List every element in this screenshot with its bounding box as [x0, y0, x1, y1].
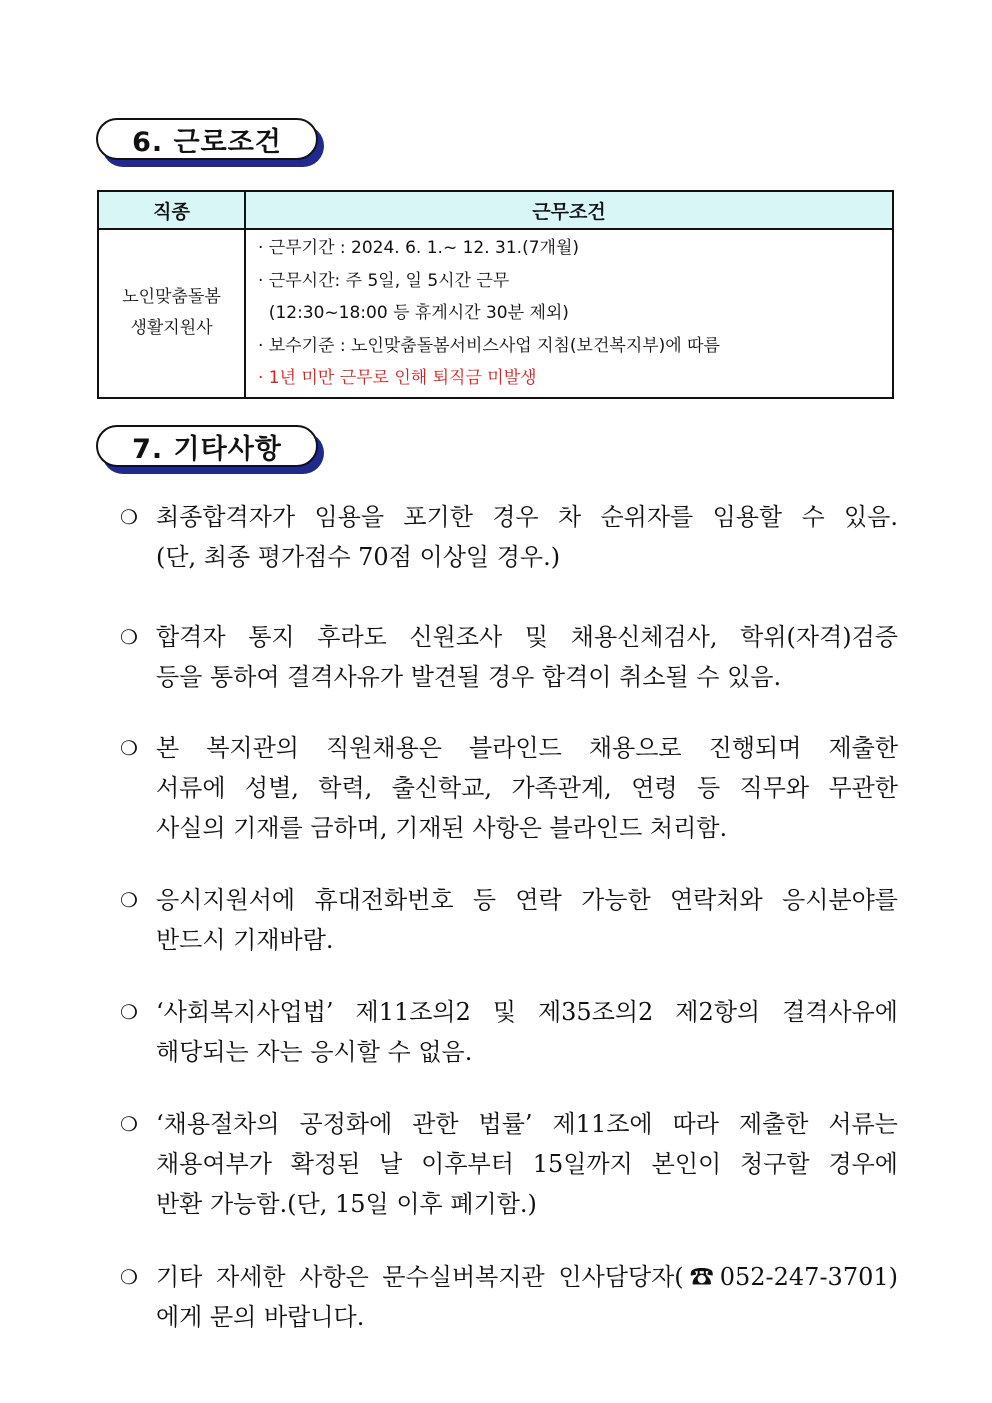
- header-job-type: 직종: [98, 191, 245, 229]
- list-item: [120, 1257, 898, 1337]
- item-line: 합격자 통지 후라도 신원조사 및 채용신체검사, 학위(자격)검증: [156, 623, 898, 651]
- condition-hours: · 근무시간: 주 5일, 일 5시간 근무: [258, 270, 510, 291]
- item-line: 해당되는 자는 응시할 수 없음.: [156, 1038, 473, 1066]
- circle-bullet-icon: ❍: [120, 505, 138, 529]
- condition-period: · 근무기간 : 2024. 6. 1.~ 12. 31.(7개월): [258, 238, 579, 258]
- item-line: 응시지원서에 휴대전화번호 등 연락 가능한 연락처와 응시분야를: [156, 886, 898, 914]
- item-line: ‘사회복지사업법’ 제11조의2 및 제35조의2 제2항의 결격사유에: [156, 998, 898, 1026]
- item-line: 서류에 성별, 학력, 출신학교, 가족관계, 연령 등 직무와 무관한: [156, 774, 898, 802]
- list-item: [120, 617, 898, 697]
- item-line: 에게 문의 바랍니다.: [156, 1303, 365, 1331]
- work-conditions-cell: [245, 229, 893, 398]
- header-work-conditions: 근무조건: [245, 191, 893, 229]
- list-item: [120, 497, 898, 577]
- circle-bullet-icon: ❍: [120, 625, 138, 649]
- item-line: 사실의 기재를 금하며, 기재된 사항은 블라인드 처리함.: [156, 814, 728, 842]
- circle-bullet-icon: ❍: [120, 1265, 138, 1289]
- circle-bullet-icon: ❍: [120, 888, 138, 912]
- section-6-heading: [96, 118, 322, 164]
- item-line: (단, 최종 평가점수 70점 이상일 경우.): [156, 543, 561, 571]
- item-line: 반환 가능함.(단, 15일 이후 폐기함.): [156, 1190, 537, 1218]
- item-line: ‘채용절차의 공정화에 관한 법률’ 제11조에 따라 제출한 서류는: [156, 1110, 898, 1138]
- job-line: 생활지원사: [130, 318, 213, 339]
- section-7-title: 7. 기타사항: [96, 425, 318, 467]
- job-type-cell: [98, 229, 245, 398]
- condition-hours-note: (12:30~18:00 등 휴게시간 30분 제외): [258, 303, 569, 323]
- circle-bullet-icon: ❍: [120, 736, 138, 760]
- circle-bullet-icon: ❍: [120, 1000, 138, 1024]
- list-item: [120, 992, 898, 1072]
- section-7-heading: [96, 425, 322, 471]
- section-6-title: 6. 근로조건: [96, 118, 318, 160]
- job-line: 노인맞춤돌봄: [122, 287, 221, 308]
- item-line: 반드시 기재바람.: [156, 926, 334, 954]
- item-line: 본 복지관의 직원채용은 블라인드 채용으로 진행되며 제출한: [156, 734, 898, 762]
- list-item: [120, 728, 898, 848]
- item-line: 채용여부가 확정된 날 이후부터 15일까지 본인이 청구할 경우에: [156, 1150, 898, 1178]
- table-header-row: [98, 191, 893, 229]
- work-conditions-table: [97, 190, 894, 399]
- circle-bullet-icon: ❍: [120, 1112, 138, 1136]
- table-row: [98, 229, 893, 398]
- condition-severance-note: · 1년 미만 근무로 인해 퇴직금 미발생: [258, 368, 537, 388]
- item-line: 최종합격자가 임용을 포기한 경우 차 순위자를 임용할 수 있음.: [156, 503, 898, 531]
- item-line: 등을 통하여 결격사유가 발견될 경우 합격이 취소될 수 있음.: [156, 663, 782, 691]
- list-item: [120, 1104, 898, 1224]
- condition-pay: · 보수기준 : 노인맞춤돌봄서비스사업 지침(보건복지부)에 따름: [258, 335, 720, 356]
- list-item: [120, 880, 898, 960]
- item-line: 기타 자세한 사항은 문수실버복지관 인사담당자(☎052-247-3701): [156, 1263, 898, 1291]
